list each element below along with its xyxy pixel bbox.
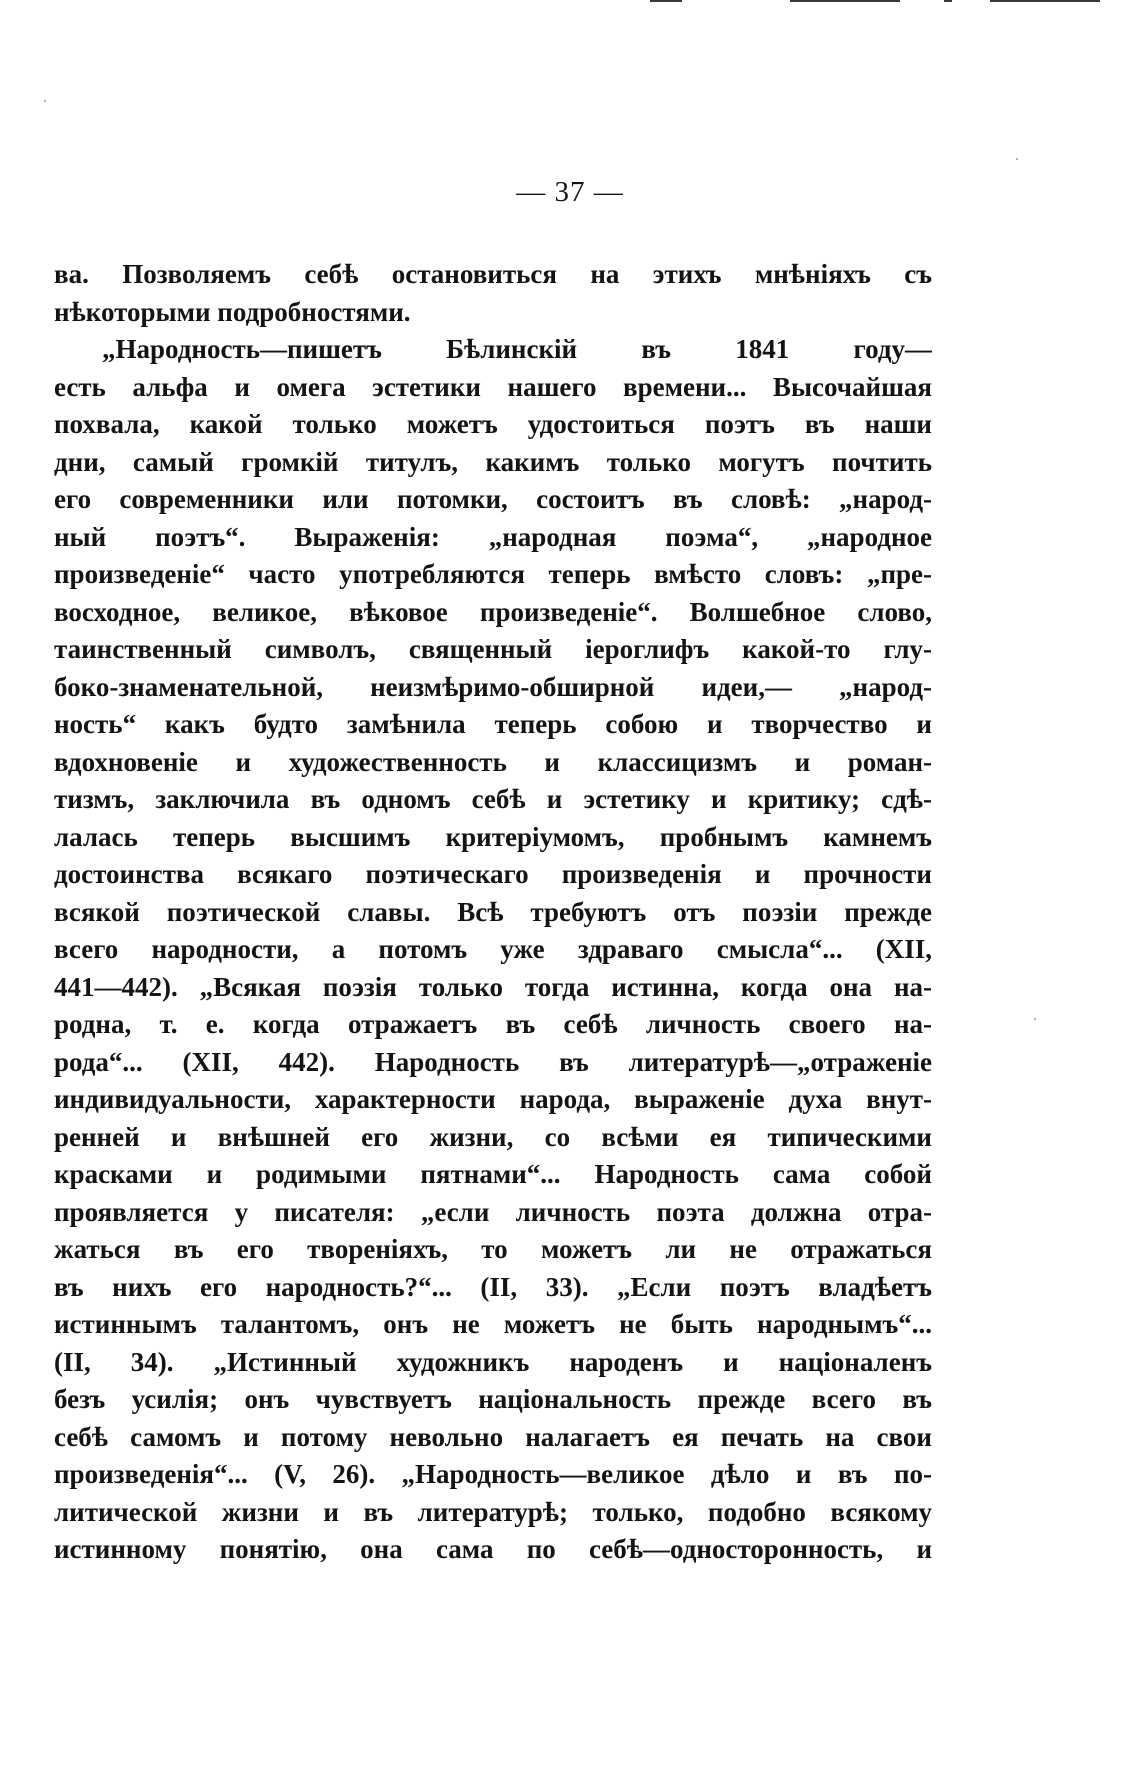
text-line: достоинства всякаго поэтическаго произведенія и прочности [54, 859, 932, 889]
text-line: „Народность—пишетъ Бѣлинскій въ 1841 году— [102, 334, 932, 364]
text-line: произведеніе“ часто употребляются теперь вмѣсто словъ: „пре- [54, 559, 932, 589]
text-line: лалась теперь высшимъ критеріумомъ, пробнымъ камнемъ [54, 821, 932, 852]
text-line: безъ усилія; онъ чувствуетъ національность прежде всего въ [54, 1384, 932, 1414]
text-line: есть альфа и омега эстетики нашего времени... Высочайшая [54, 371, 932, 402]
text-line: 441—442). „Всякая поэзія только тогда истинна, когда она на- [54, 971, 932, 1002]
paper-speck [1034, 1018, 1036, 1020]
text-line: всякой поэтической славы. Всѣ требуютъ отъ поэзіи прежде [54, 896, 932, 927]
text-line: себѣ самомъ и потому невольно налагаетъ ея печать на свои [54, 1421, 932, 1452]
text-line: вдохновеніе и художественность и классицизмъ и роман- [54, 746, 932, 777]
text-line: ный поэтъ“. Выраженія: „народная поэма“, „народное [54, 521, 932, 552]
text-line: восходное, великое, вѣковое произведеніе“. Волшебное слово, [54, 596, 932, 627]
text-line: ва. Позволяемъ себѣ остановиться на этихъ мнѣніяхъ съ [54, 259, 932, 289]
text-line: ность“ какъ будто замѣнила теперь собою и творчество и [54, 709, 932, 739]
text-line: родна, т. е. когда отражаетъ въ себѣ личность своего на- [54, 1009, 932, 1039]
text-line: его современники или потомки, состоитъ въ словѣ: „народ- [54, 484, 932, 514]
text-line: боко-знаменательной, неизмѣримо-обширной идеи,— „народ- [54, 671, 932, 702]
text-line: произведенія“... (V, 26). „Народность—великое дѣло и въ по- [54, 1459, 932, 1489]
text-line: красками и родимыми пятнами“... Народность сама собой [54, 1159, 932, 1189]
text-line: жаться въ его твореніяхъ, то можетъ ли не отражаться [54, 1234, 932, 1264]
text-line: истинному понятію, она сама по себѣ—односторонность, и [54, 1534, 932, 1564]
text-line: (II, 34). „Истинный художникъ народенъ и націоналенъ [54, 1346, 932, 1377]
text-line: рода“... (XII, 442). Народность въ литературѣ—„отраженіе [54, 1046, 932, 1077]
text-line: нѣкоторыми подробностями. [54, 296, 411, 327]
paper-speck [44, 100, 46, 102]
text-line: истиннымъ талантомъ, онъ не можетъ не быть народнымъ“... [54, 1309, 932, 1339]
page-number: — 37 — [516, 176, 624, 208]
text-line: дни, самый громкій титулъ, какимъ только могутъ почтить [54, 446, 932, 477]
text-line: всего народности, а потомъ уже здраваго смысла“... (XII, [54, 934, 932, 964]
top-edge-marks [0, 0, 1140, 6]
text-line: таинственный символъ, священный іероглифъ какой-то глу- [54, 634, 932, 664]
text-line: тизмъ, заключила въ одномъ себѣ и эстетику и критику; сдѣ- [54, 784, 932, 814]
text-line: въ нихъ его народность?“... (II, 33). „Если поэтъ владѣетъ [54, 1271, 932, 1302]
paper-speck [1016, 158, 1018, 160]
body-text [54, 256, 932, 1569]
text-line: индивидуальности, характерности народа, выраженіе духа внут- [54, 1084, 932, 1114]
text-line: ренней и внѣшней его жизни, со всѣми ея типическими [54, 1121, 932, 1152]
text-line: похвала, какой только можетъ удостоиться поэтъ въ наши [54, 409, 932, 439]
text-line: проявляется у писателя: „если личность поэта должна отра- [54, 1196, 932, 1227]
text-line: литической жизни и въ литературѣ; только, подобно всякому [54, 1496, 932, 1527]
